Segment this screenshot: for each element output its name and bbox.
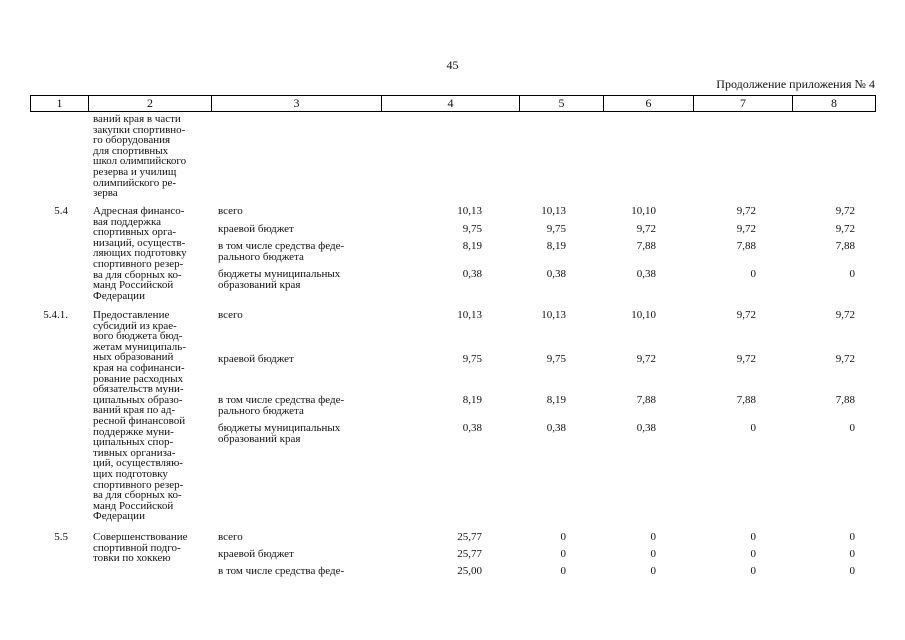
row-label: краевой бюджет [218, 223, 294, 235]
value-cell: 0 [849, 422, 855, 434]
value-cell: 9,72 [636, 353, 656, 365]
value-cell: 0 [750, 422, 756, 434]
value-cell: 10,13 [541, 205, 566, 217]
value-cell: 0,38 [636, 268, 656, 280]
value-cell: 9,72 [835, 205, 855, 217]
value-cell: 25,77 [457, 531, 482, 543]
value-cell: 0 [849, 531, 855, 543]
column-header: 7 [694, 96, 793, 112]
column-header: 1 [31, 96, 89, 112]
column-header: 4 [382, 96, 520, 112]
row-label: бюджеты муниципальных образований края [218, 268, 341, 291]
section-name: Адресная финансо- вая поддержка спортивных орга- низаций, осуществ- ляющих подготовку спортивного резер- ва для сборных ко- манд Российской Федерации [93, 205, 187, 302]
value-cell: 0,38 [462, 422, 482, 434]
value-cell: 0 [849, 565, 855, 577]
value-cell: 0 [560, 531, 566, 543]
appendix-note: Продолжение приложения № 4 [716, 77, 875, 91]
section-name: Предоставление субсидий из крае- вого бюджета бюд- жетам муниципаль- ных образований края на софинанси- рование расходных обязательств муни- ципальных образо- ваний края по ад- ресной финансовой поддержке муни- ципальных спор- тивных организа- ций, осуществляю- щих подготовку спортивного резер- ва для сборных ко- манд Российской Федерации [93, 309, 186, 523]
section-number: 5.4 [54, 205, 68, 217]
value-cell: 0 [750, 565, 756, 577]
value-cell: 0 [650, 565, 656, 577]
row-label: бюджеты муниципальных образований края [218, 422, 341, 445]
value-cell: 7,88 [636, 394, 656, 406]
value-cell: 9,72 [835, 309, 855, 321]
value-cell: 0,38 [546, 422, 566, 434]
value-cell: 0 [650, 531, 656, 543]
value-cell: 0 [750, 531, 756, 543]
value-cell: 9,72 [736, 205, 756, 217]
value-cell: 9,72 [835, 353, 855, 365]
page-number: 45 [446, 58, 459, 72]
value-cell: 9,75 [462, 353, 482, 365]
value-cell: 8,19 [462, 394, 482, 406]
value-cell: 0 [750, 548, 756, 560]
value-cell: 8,19 [546, 240, 566, 252]
value-cell: 9,72 [736, 309, 756, 321]
value-cell: 9,75 [546, 353, 566, 365]
column-header: 5 [520, 96, 604, 112]
value-cell: 10,13 [457, 309, 482, 321]
value-cell: 0 [849, 548, 855, 560]
section-number: 5.4.1. [43, 309, 68, 321]
value-cell: 0 [750, 268, 756, 280]
column-header: 6 [604, 96, 694, 112]
value-cell: 9,72 [835, 223, 855, 235]
section-name: Совершенствование спортивной подго- товки по хоккею [93, 531, 188, 565]
column-header: 3 [212, 96, 382, 112]
section-number: 5.5 [54, 531, 68, 543]
value-cell: 9,72 [636, 223, 656, 235]
column-header: 2 [89, 96, 212, 112]
value-cell: 25,00 [457, 565, 482, 577]
value-cell: 25,77 [457, 548, 482, 560]
value-cell: 0,38 [636, 422, 656, 434]
value-cell: 8,19 [546, 394, 566, 406]
row-label: в том числе средства феде- рального бюджета [218, 394, 345, 417]
value-cell: 7,88 [835, 394, 855, 406]
value-cell: 0 [560, 548, 566, 560]
value-cell: 0,38 [546, 268, 566, 280]
row-label: в том числе средства феде- [218, 565, 345, 577]
row-label: всего [218, 205, 243, 217]
value-cell: 10,10 [631, 309, 656, 321]
value-cell: 10,10 [631, 205, 656, 217]
row-label: краевой бюджет [218, 548, 294, 560]
value-cell: 8,19 [462, 240, 482, 252]
value-cell: 9,75 [462, 223, 482, 235]
value-cell: 7,88 [736, 394, 756, 406]
value-cell: 0 [650, 548, 656, 560]
value-cell: 0,38 [462, 268, 482, 280]
value-cell: 10,13 [457, 205, 482, 217]
value-cell: 0 [849, 268, 855, 280]
row-label: в том числе средства феде- рального бюджета [218, 240, 345, 263]
value-cell: 0 [560, 565, 566, 577]
row-label: краевой бюджет [218, 353, 294, 365]
continuation-text: ваний края в части закупки спортивно- го оборудования для спортивных школ олимпийского резерва и училищ олимпийского ре- зерва [93, 113, 187, 200]
value-cell: 9,72 [736, 353, 756, 365]
row-label: всего [218, 309, 243, 321]
value-cell: 7,88 [636, 240, 656, 252]
value-cell: 9,75 [546, 223, 566, 235]
column-header: 8 [793, 96, 876, 112]
value-cell: 7,88 [835, 240, 855, 252]
column-header-row [30, 95, 876, 112]
value-cell: 10,13 [541, 309, 566, 321]
row-label: всего [218, 531, 243, 543]
value-cell: 7,88 [736, 240, 756, 252]
value-cell: 9,72 [736, 223, 756, 235]
